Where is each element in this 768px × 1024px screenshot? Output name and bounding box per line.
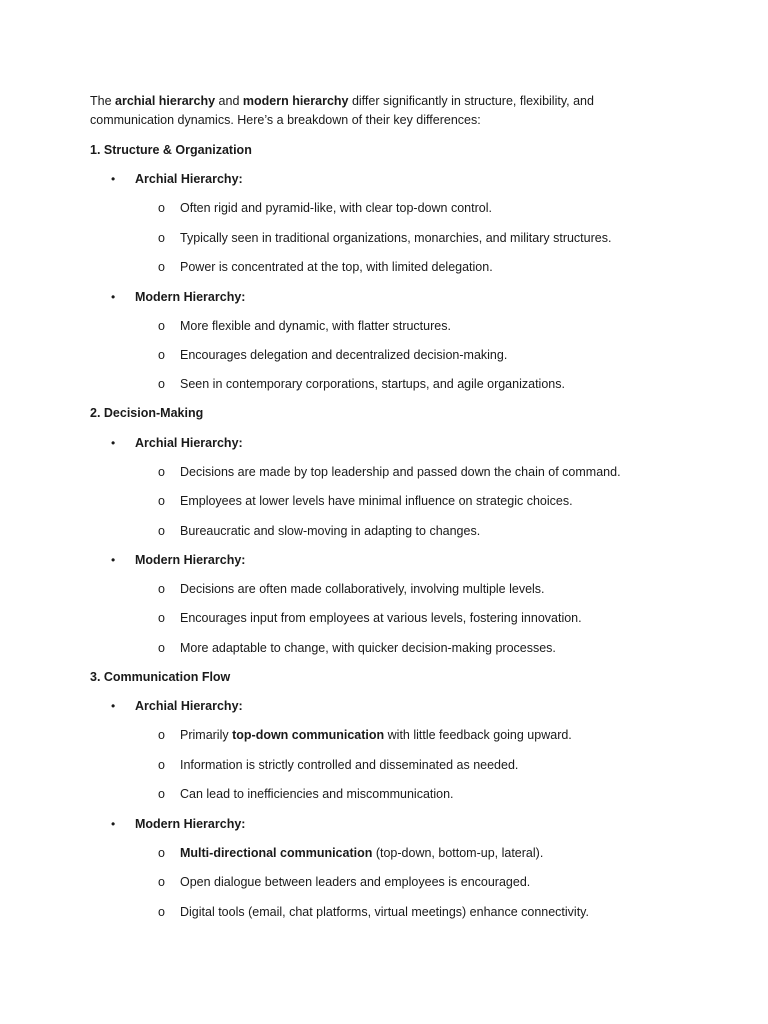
sub-bullet-marker: o [158,905,165,919]
sub-bullet-marker: o [158,641,165,655]
section-heading: 3. Communication Flow [90,670,231,684]
bullet-label: Modern Hierarchy: [135,553,246,567]
list-item-text: Employees at lower levels have minimal influence on strategic choices. [180,494,573,508]
sub-bullet-marker: o [158,319,165,333]
list-item-text: Power is concentrated at the top, with limited delegation. [180,260,493,274]
sub-bullet-marker: o [158,875,165,889]
list-item-text: More adaptable to change, with quicker decision-making processes. [180,641,556,655]
sub-bullet-marker: o [158,758,165,772]
list-item-bold: Multi-directional communication [180,846,373,860]
intro-paragraph [90,92,650,130]
intro-text-3: differ significantly in structure, flexibility, and communication dynamics. Here’s a breakdown of their key differences: [90,94,594,127]
bullet-label: Archial Hierarchy: [135,699,243,713]
sub-bullet-marker: o [158,494,165,508]
sub-bullet-marker: o [158,260,165,274]
list-item-suffix: with little feedback going upward. [384,728,572,742]
bullet-marker: • [111,553,116,567]
list-item-text: Decisions are often made collaboratively, involving multiple levels. [180,582,545,596]
sub-bullet-marker: o [158,787,165,801]
bullet-marker: • [111,172,116,186]
list-item-text: Digital tools (email, chat platforms, virtual meetings) enhance connectivity. [180,905,589,919]
sub-bullet-marker: o [158,582,165,596]
list-item-text: Often rigid and pyramid-like, with clear top-down control. [180,201,492,215]
sub-bullet-marker: o [158,611,165,625]
sub-bullet-marker: o [158,231,165,245]
sub-bullet-marker: o [158,465,165,479]
bullet-label: Archial Hierarchy: [135,172,243,186]
intro-text-1: The [90,94,116,108]
bullet-label: Archial Hierarchy: [135,436,243,450]
list-item-text: More flexible and dynamic, with flatter structures. [180,319,451,333]
bullet-label: Modern Hierarchy: [135,290,246,304]
sub-bullet-marker: o [158,201,165,215]
bullet-marker: • [111,817,116,831]
sub-bullet-marker: o [158,377,165,391]
bullet-label: Modern Hierarchy: [135,817,246,831]
sub-bullet-marker: o [158,728,165,742]
list-item-text: Encourages delegation and decentralized decision-making. [180,348,508,362]
list-item-text [180,727,572,743]
list-item-text: Typically seen in traditional organizations, monarchies, and military structures. [180,231,612,245]
list-item-text: Can lead to inefficiencies and miscommunication. [180,787,454,801]
list-item-text: Bureaucratic and slow-moving in adapting to changes. [180,524,481,538]
list-item-suffix: (top-down, bottom-up, lateral). [372,846,544,860]
bullet-marker: • [111,436,116,450]
bullet-marker: • [111,290,116,304]
section-heading: 2. Decision-Making [90,406,204,420]
sub-bullet-marker: o [158,846,165,860]
list-item-text: Information is strictly controlled and disseminated as needed. [180,758,519,772]
list-item-text: Open dialogue between leaders and employees is encouraged. [180,875,531,889]
list-item-bold: top-down communication [232,728,385,742]
list-item-prefix: Primarily [180,728,233,742]
intro-bold-archial: archial hierarchy [115,94,216,108]
section-heading: 1. Structure & Organization [90,143,252,157]
list-item-text: Seen in contemporary corporations, startups, and agile organizations. [180,377,565,391]
sub-bullet-marker: o [158,348,165,362]
intro-bold-modern: modern hierarchy [242,94,349,108]
list-item-text: Encourages input from employees at various levels, fostering innovation. [180,611,582,625]
list-item-text: Decisions are made by top leadership and passed down the chain of command. [180,465,621,479]
list-item-text [180,845,543,861]
intro-text-2: and [215,94,243,108]
bullet-marker: • [111,699,116,713]
sub-bullet-marker: o [158,524,165,538]
